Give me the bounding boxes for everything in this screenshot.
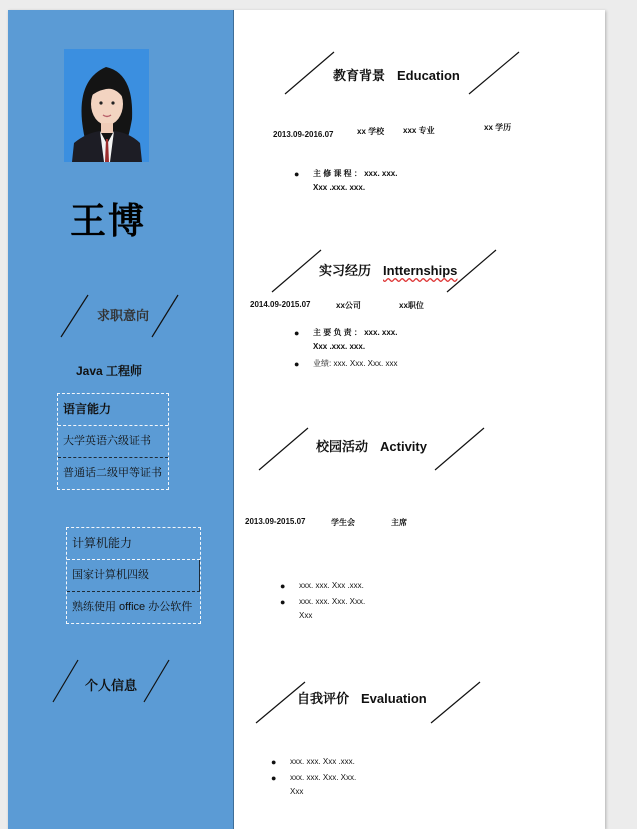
evaluation-bullet-line: xxx. xxx. Xxx .xxx. bbox=[290, 757, 355, 766]
education-heading bbox=[333, 65, 460, 84]
evaluation-bullet-line: Xxx bbox=[290, 787, 304, 796]
activity-bullet-line: xxx. xxx. Xxx .xxx. bbox=[299, 581, 364, 590]
language-skill-item: 大学英语六级证书 bbox=[58, 426, 168, 458]
evaluation-bullet bbox=[271, 771, 357, 799]
computer-skill-item: 熟练使用 office 办公软件 bbox=[72, 601, 193, 613]
evaluation-bullet bbox=[271, 755, 355, 769]
internship-bullet bbox=[294, 326, 398, 354]
activity-org: 学生会 bbox=[331, 518, 355, 527]
education-title-cn: 教育背景 bbox=[333, 68, 386, 83]
activity-bullet-line: Xxx bbox=[299, 611, 313, 620]
internship-bullet bbox=[294, 357, 398, 371]
bullet-dot-icon: ● bbox=[294, 328, 300, 338]
education-bullet-line: Xxx .xxx. xxx. bbox=[313, 183, 366, 192]
activity-period: 2013.09-2015.07 bbox=[245, 517, 306, 526]
computer-skills-box bbox=[66, 527, 201, 624]
education-period: 2013.09-2016.07 bbox=[273, 130, 334, 139]
bullet-dot-icon: ● bbox=[271, 757, 277, 767]
education-major: xxx 专业 bbox=[403, 126, 435, 135]
bullet-dot-icon: ● bbox=[280, 597, 286, 607]
language-skills-title: 语言能力 bbox=[58, 394, 168, 426]
internships-heading bbox=[319, 260, 457, 279]
activity-role: 主席 bbox=[391, 518, 407, 527]
activity-title-cn: 校园活动 bbox=[316, 439, 369, 454]
activity-title-en: Activity bbox=[380, 439, 427, 454]
language-skills-box bbox=[57, 393, 169, 490]
evaluation-title-en: Evaluation bbox=[361, 691, 427, 706]
objective-heading: 求职意向 bbox=[97, 308, 150, 323]
internship-bullet-line: Xxx .xxx. xxx. bbox=[313, 342, 366, 351]
education-title-en: Education bbox=[397, 68, 460, 83]
bullet-dot-icon: ● bbox=[271, 773, 277, 783]
evaluation-title-cn: 自我评价 bbox=[297, 691, 350, 706]
bullet-dot-icon: ● bbox=[280, 581, 286, 591]
activity-bullet bbox=[280, 595, 366, 623]
evaluation-heading bbox=[297, 688, 427, 707]
personal-info-heading: 个人信息 bbox=[85, 678, 138, 693]
bullet-dot-icon: ● bbox=[294, 169, 300, 179]
language-skill-item: 普通话二级甲等证书 bbox=[63, 467, 162, 479]
job-title: Java 工程师 bbox=[76, 364, 143, 378]
internship-position: xx职位 bbox=[399, 301, 424, 310]
education-degree: xx 学历 bbox=[484, 123, 512, 132]
internship-bullet-line: 业绩: xxx. Xxx. Xxx. xxx bbox=[313, 359, 398, 368]
activity-heading bbox=[316, 436, 427, 455]
education-bullet bbox=[294, 167, 398, 195]
education-school: xx 学校 bbox=[357, 127, 385, 136]
activity-bullet bbox=[280, 579, 364, 593]
computer-skills-title: 计算机能力 bbox=[67, 528, 200, 560]
bullet-dot-icon: ● bbox=[294, 359, 300, 369]
internships-title-en: Intternships bbox=[383, 263, 458, 278]
education-bullet-line: 主 修 课 程 ： xxx. xxx. bbox=[313, 169, 398, 178]
candidate-name: 王博 bbox=[70, 200, 147, 241]
evaluation-bullet-line: xxx. xxx. Xxx. Xxx. bbox=[290, 773, 357, 782]
activity-bullet-line: xxx. xxx. Xxx. Xxx. bbox=[299, 597, 366, 606]
internship-period: 2014.09-2015.07 bbox=[250, 300, 311, 309]
internship-bullet-line: 主 要 负 责 ： xxx. xxx. bbox=[313, 328, 398, 337]
profile-photo bbox=[64, 49, 149, 162]
internships-title-cn: 实习经历 bbox=[319, 263, 372, 278]
computer-skill-item: 国家计算机四级 bbox=[67, 560, 200, 592]
internship-company: xx公司 bbox=[336, 301, 361, 310]
